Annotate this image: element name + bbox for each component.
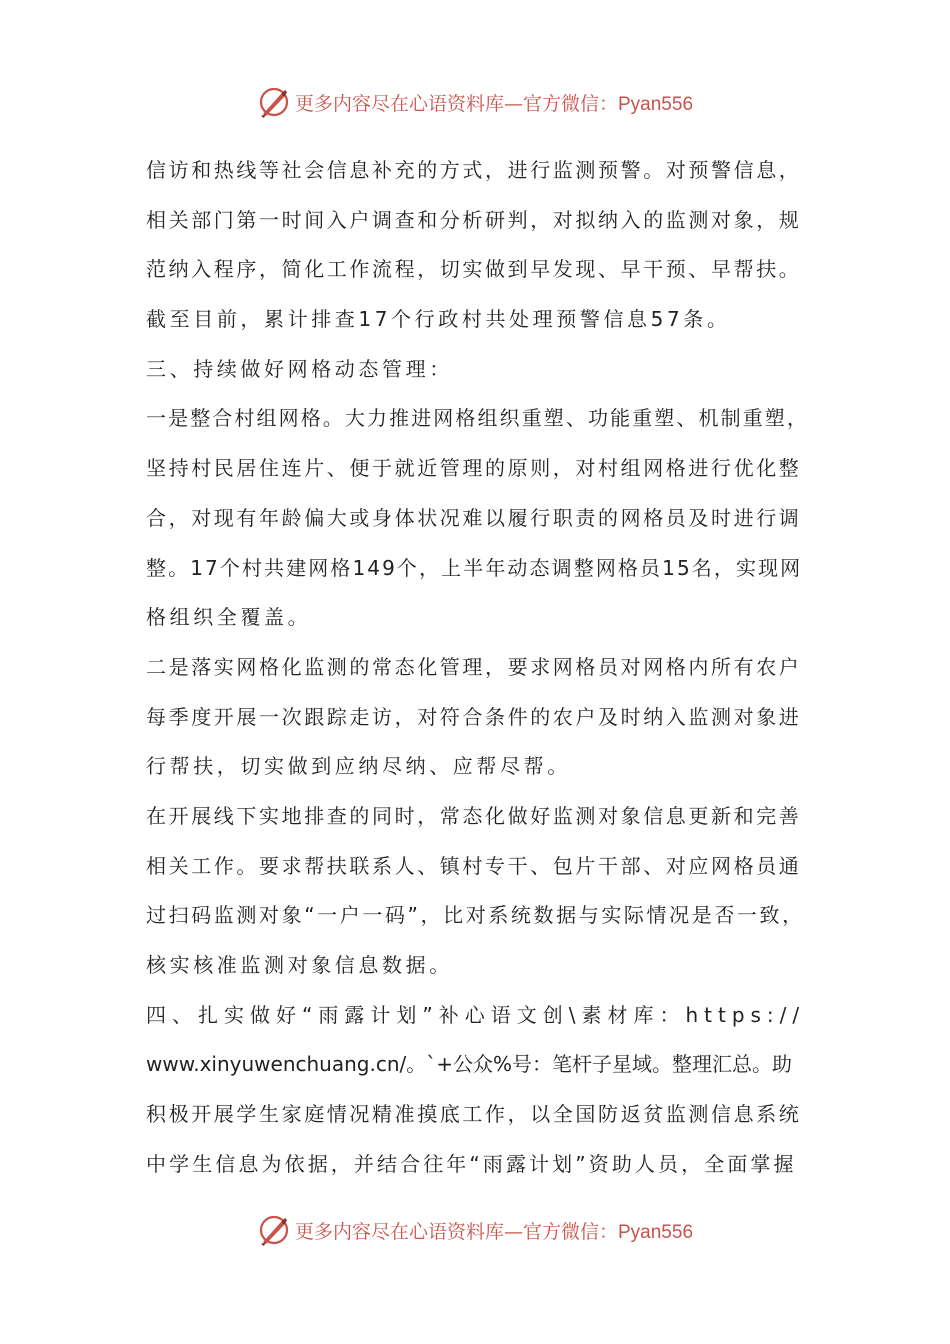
banner-title: 更多内容尽在心语资料库 <box>294 92 504 115</box>
pen-logo-icon <box>257 85 291 119</box>
footer-banner <box>0 1208 950 1252</box>
body-line: 在开展线下实地排查的同时，常态化做好监测对象信息更新和完善 <box>146 803 802 828</box>
body-line: 坚持村民居住连片、便于就近管理的原则，对村组网格进行优化整 <box>146 456 802 481</box>
body-line: 相关工作。要求帮扶联系人、镇村专干、包片干部、对应网格员通 <box>146 853 802 878</box>
body-line: 截至目前，累计排查17个行政村共处理预警信息57条。 <box>146 307 731 332</box>
banner-title: 更多内容尽在心语资料库 <box>294 1220 504 1243</box>
body-line: www.xinyuwenchuang.cn/。`+公众%号：笔杆子星域。整理汇总。助 <box>146 1052 793 1077</box>
pen-logo-icon <box>257 1213 291 1247</box>
body-line: 中学生信息为依据，并结合往年“雨露计划”资助人员，全面掌握 <box>146 1151 797 1176</box>
body-line: 行帮扶，切实做到应纳尽纳、应帮尽帮。 <box>146 754 571 779</box>
body-line: 相关部门第一时间入户调查和分析研判，对拟纳入的监测对象，规 <box>146 207 802 232</box>
header-banner-text <box>295 89 693 116</box>
section-heading: 三、持续做好网格动态管理： <box>146 356 453 381</box>
banner-tag: 官方微信： <box>522 1220 618 1243</box>
banner-account: Pyan556 <box>618 1221 694 1243</box>
body-line: 信访和热线等社会信息补充的方式，进行监测预警。对预警信息， <box>146 158 802 182</box>
body-line: 合，对现有年龄偏大或身体状况难以履行职责的网格员及时进行调 <box>146 505 802 530</box>
body-line: 整。17个村共建网格149个，上半年动态调整网格员15名，实现网 <box>146 555 803 580</box>
section-heading: 四、扎实做好“雨露计划”补心语文创\素材库：https:// <box>146 1002 806 1027</box>
body-line: 每季度开展一次跟踪走访，对符合条件的农户及时纳入监测对象进 <box>146 704 802 729</box>
document-body <box>146 146 810 1189</box>
header-banner <box>0 80 950 124</box>
banner-separator: — <box>503 92 523 115</box>
body-line: 一是整合村组网格。大力推进网格组织重塑、功能重塑、机制重塑， <box>146 406 809 431</box>
body-line: 积极开展学生家庭情况精准摸底工作，以全国防返贫监测信息系统 <box>146 1102 802 1127</box>
banner-tag: 官方微信： <box>522 92 618 115</box>
banner-account: Pyan556 <box>618 93 694 115</box>
body-line: 格组织全覆盖。 <box>146 605 312 630</box>
banner-separator: — <box>503 1220 523 1243</box>
body-line: 范纳入程序，简化工作流程，切实做到早发现、早干预、早帮扶。 <box>146 257 802 282</box>
footer-banner-text <box>295 1217 693 1244</box>
body-line: 核实核准监测对象信息数据。 <box>146 953 453 977</box>
body-line: 二是落实网格化监测的常态化管理，要求网格员对网格内所有农户 <box>146 654 802 679</box>
body-line: 过扫码监测对象“一户一码”，比对系统数据与实际情况是否一致， <box>146 903 805 928</box>
